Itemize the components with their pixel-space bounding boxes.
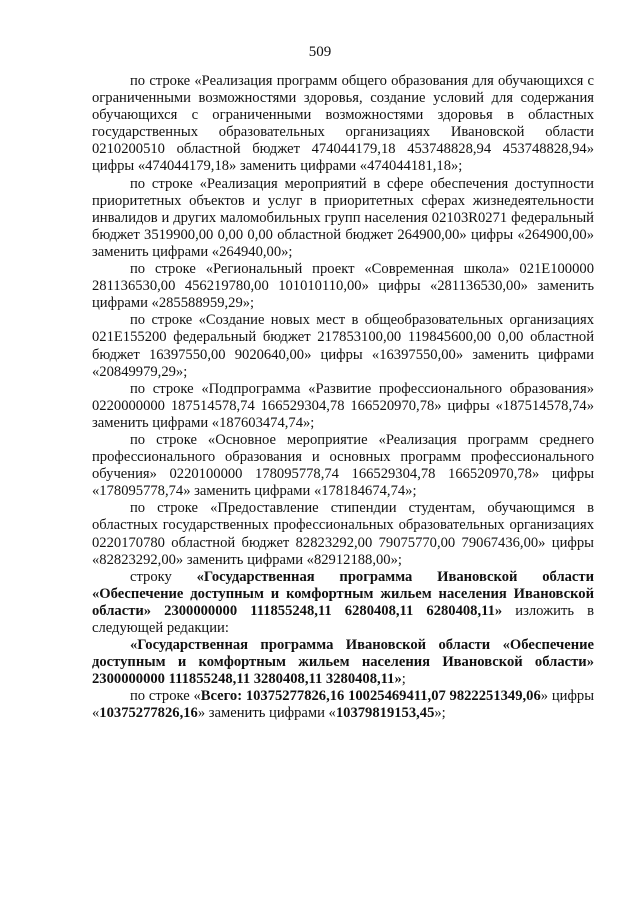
paragraph-7 xyxy=(92,500,594,568)
bold-text-run: «Государственная программа Ивановской области «Обеспечение доступным и комфортным жильем населения Ивановской области» 2300000000 111855248,11 6280408,11 6280408,11» xyxy=(92,568,594,619)
paragraph-8 xyxy=(92,569,594,637)
text-run: » цифры « xyxy=(92,688,595,722)
text-run: по строке « xyxy=(130,688,201,705)
text-run: строку xyxy=(130,568,197,585)
paragraph-10 xyxy=(92,688,594,722)
text-run: по строке «Реализация мероприятий в сфере обеспечения доступности приоритетных объектов и услуг в приоритетных сферах жизнедеятельности инвалидов и других маломобильных групп населения 02103R0271 федеральный бюджет 3519900,00 0,00 0,00 областной бюджет 264900,00» цифры «264900,00» заменить цифрами «264940,00»; xyxy=(92,175,594,260)
text-run: по строке «Основное мероприятие «Реализация программ среднего профессионального образования и основных программ профессионального обучения» 0220100000 178095778,74 166529304,78 166520970,78» цифры «178095778,74» заменить цифрами «178184674,74»; xyxy=(92,431,594,500)
bold-text-run: 10375277826,16 xyxy=(99,705,198,722)
text-run: по строке «Реализация программ общего образования для обучающихся с ограниченными возможностями здоровья, создание условий для содержания обучающихся с ограниченными возможностями здоровья в областных государственных образовательных организациях Ивановской области 0210200510 областной бюджет 474044179,18 453748828,94 453748828,94» цифры «474044179,18» заменить цифрами «474044181,18»; xyxy=(92,73,594,175)
text-run: » заменить цифрами « xyxy=(197,705,336,722)
page-number: 509 xyxy=(308,44,332,60)
bold-text-run: 10379819153,45 xyxy=(335,705,435,722)
paragraph-6 xyxy=(92,432,594,500)
text-run: по строке «Региональный проект «Современная школа» 021E100000 281136530,00 456219780,00 101010110,00» цифры «281136530,00» заменить цифрами «285588959,29»; xyxy=(92,261,594,312)
text-run: по строке «Подпрограмма «Развитие профессионального образования» 0220000000 187514578,74 166529304,78 166520970,78» цифры «187514578,74» заменить цифрами «187603474,74»; xyxy=(92,380,594,431)
bold-text-run: «Государственная программа Ивановской области «Обеспечение доступным и комфортным жильем населения Ивановской области» 2300000000 111855248,11 3280408,11 3280408,11» xyxy=(92,637,594,688)
text-run: »; xyxy=(434,705,446,722)
paragraph-4 xyxy=(92,312,594,380)
text-run: изложить в следующей редакции: xyxy=(92,602,595,636)
paragraph-5 xyxy=(92,381,594,432)
paragraph-1 xyxy=(92,73,594,176)
text-run: по строке «Создание новых мест в общеобразовательных организациях 021E155200 федеральный бюджет 217853100,00 119845600,00 0,00 областной бюджет 16397550,00 9020640,00» цифры «16397550,00» заменить цифрами «20849979,29»; xyxy=(92,312,594,380)
bold-text-run: Всего: 10375277826,16 10025469411,07 9822251349,06 xyxy=(200,688,541,705)
paragraph-2 xyxy=(92,176,594,261)
paragraph-9 xyxy=(92,637,594,688)
text-run: ; xyxy=(401,671,406,688)
paragraph-3 xyxy=(92,261,594,312)
text-run: по строке «Предоставление стипендии студентам, обучающимся в областных государственных профессиональных образовательных организациях 0220170780 областной бюджет 82823292,00 79075770,00 79067436,00» цифры «82823292,00» заменить цифрами «82912188,00»; xyxy=(92,500,594,568)
document-body xyxy=(92,73,594,723)
